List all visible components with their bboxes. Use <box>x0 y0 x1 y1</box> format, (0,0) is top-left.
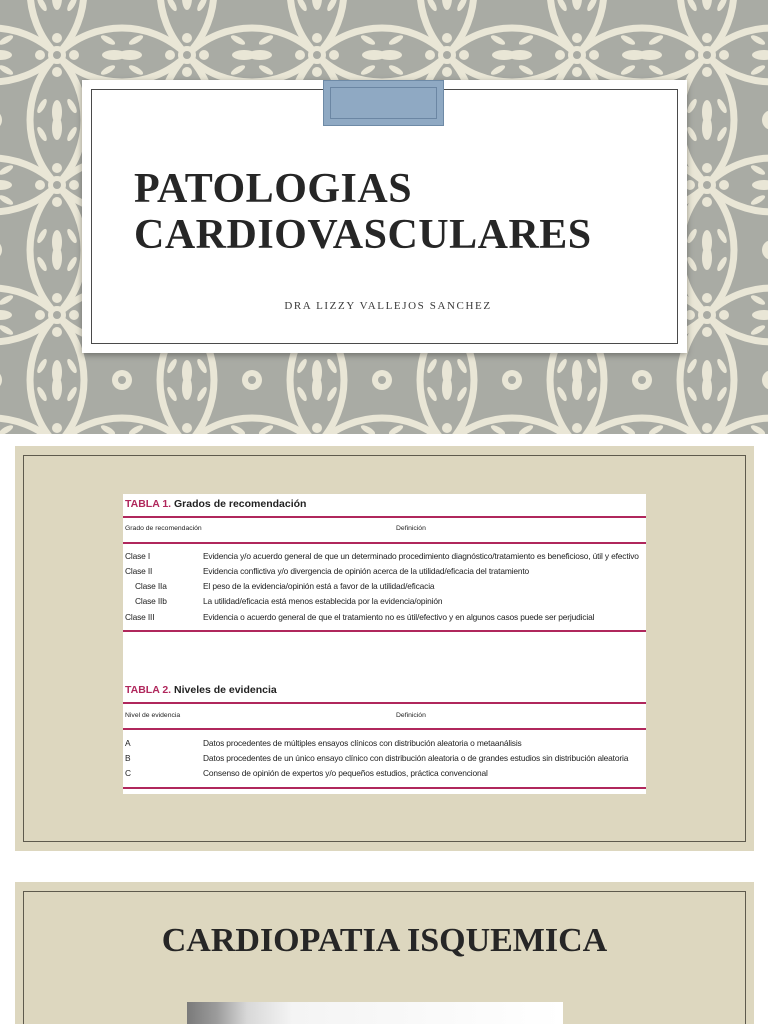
table1-title <box>125 498 306 510</box>
table1-header-grade: Grado de recomendación <box>125 525 202 532</box>
table1-row-definition: Evidencia conflictiva y/o divergencia de opinión acerca de la utilidad/eficacia del tratamiento <box>203 566 530 576</box>
table1-row-definition: El peso de la evidencia/opinión está a favor de la utilidad/eficacia <box>203 581 435 591</box>
table2-header-rule <box>123 728 646 730</box>
table2-header-level: Nivel de evidencia <box>125 712 181 719</box>
table1-row-grade: Clase IIb <box>135 596 167 606</box>
table2-row-definition: Datos procedentes de un único ensayo clínico con distribución aleatoria o de grandes estudios sin distribución aleatoria <box>203 753 629 763</box>
table1-top-rule <box>123 516 646 518</box>
tables-slide <box>15 446 754 851</box>
table1-title-text: Grados de recomendación <box>174 498 307 510</box>
table2-row-level: A <box>125 738 131 748</box>
table2-row-level: C <box>125 768 131 778</box>
table1-row-grade: Clase IIa <box>135 581 167 591</box>
presentation-title <box>134 166 654 258</box>
author-name: DRA LIZZY VALLEJOS SANCHEZ <box>284 300 492 312</box>
title-card <box>82 80 687 353</box>
table1-header-definition: Definición <box>396 525 426 532</box>
title-tab-accent <box>323 80 444 126</box>
table1-number: TABLA 1. <box>125 498 172 510</box>
recommendation-tables-figure <box>123 494 646 794</box>
title-line-1: PATOLOGIAS <box>134 166 413 212</box>
table1-bottom-rule <box>123 630 646 632</box>
section-slide <box>15 882 754 1024</box>
table1-header-rule <box>123 542 646 544</box>
table1-row-grade: Clase III <box>125 612 155 622</box>
table2-row-definition: Consenso de opinión de expertos y/o pequeños estudios, práctica convencional <box>203 768 488 778</box>
table2-bottom-rule <box>123 787 646 789</box>
table1-row-definition: Evidencia o acuerdo general de que el tratamiento no es útil/efectivo y en algunos casos puede ser perjudicial <box>203 612 595 622</box>
table2-number: TABLA 2. <box>125 684 172 696</box>
table2-row-definition: Datos procedentes de múltiples ensayos clínicos con distribución aleatoria o metaanálisis <box>203 738 522 748</box>
title-tab-inner-line <box>330 87 437 119</box>
table2-title <box>125 684 277 696</box>
table1-row-definition: Evidencia y/o acuerdo general de que un determinado procedimiento diagnóstico/tratamiento es beneficioso, útil y efectivo <box>203 551 639 561</box>
slide-photo <box>187 1002 563 1024</box>
section-title: CARDIOPATIA ISQUEMICA <box>161 922 608 959</box>
table2-title-text: Niveles de evidencia <box>174 684 277 696</box>
title-slide <box>0 0 768 434</box>
table2-header-definition: Definición <box>396 712 426 719</box>
table1-row-grade: Clase I <box>125 551 151 561</box>
table1-row-grade: Clase II <box>125 566 153 576</box>
title-line-2: CARDIOVASCULARES <box>134 212 592 258</box>
table2-row-level: B <box>125 753 131 763</box>
table1-row-definition: La utilidad/eficacia está menos establecida por la evidencia/opinión <box>203 596 443 606</box>
table2-top-rule <box>123 702 646 704</box>
